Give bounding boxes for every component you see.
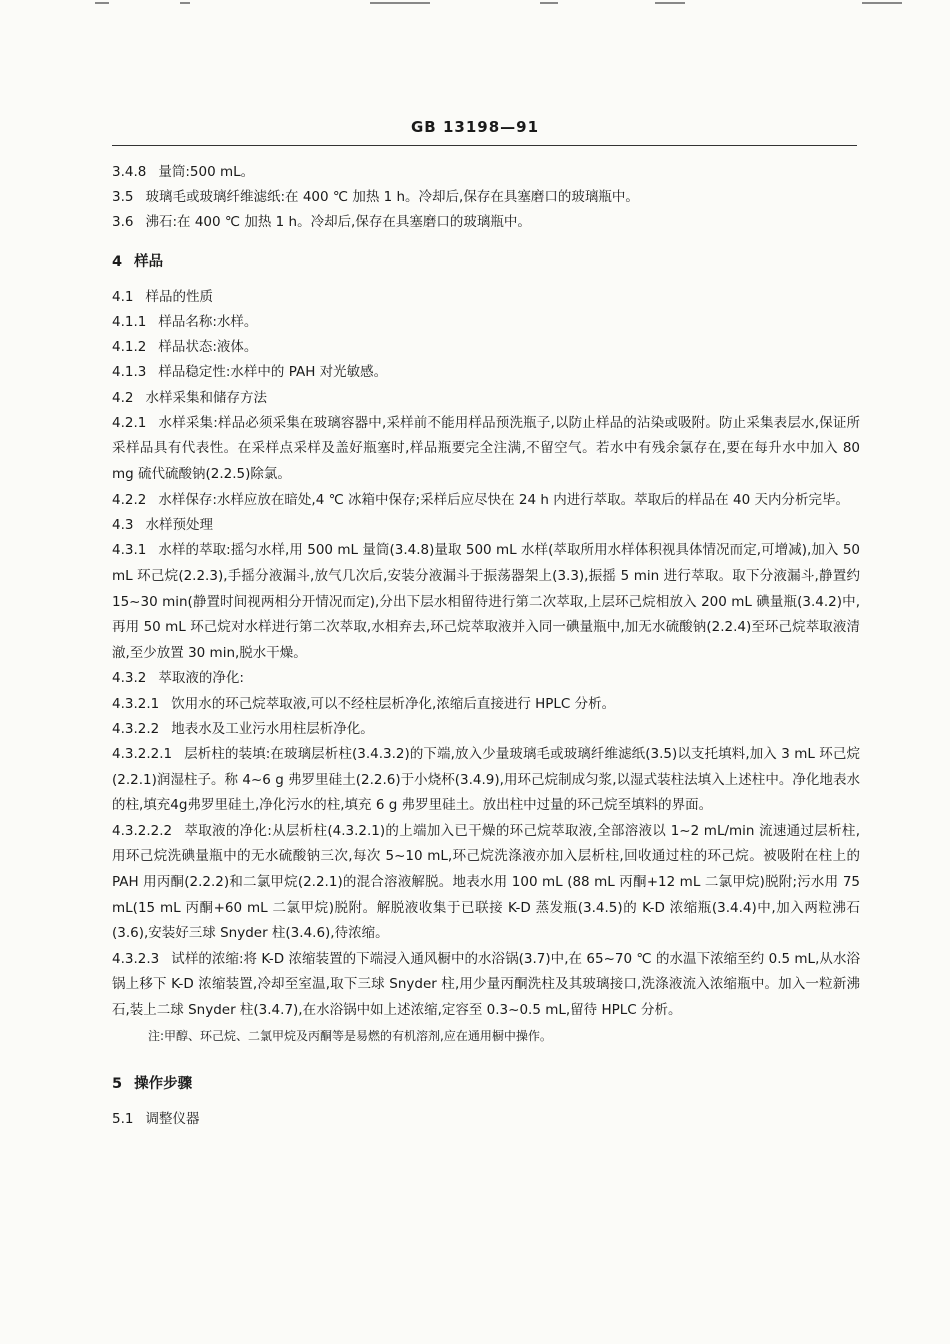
clause-number: 4.3.1 <box>112 542 147 559</box>
clause-number: 3.5 <box>112 189 134 206</box>
clause-paragraph <box>112 538 860 666</box>
clause-line <box>112 160 860 185</box>
clause-line <box>112 335 860 360</box>
clause-text: 调整仪器 <box>145 1110 200 1127</box>
clause-text: 饮用水的环己烷萃取液,可以不经柱层析净化,浓缩后直接进行 HPLC 分析。 <box>171 695 616 712</box>
clause-text: 注:甲醇、环己烷、二氯甲烷及丙酮等是易燃的有机溶剂,应在通用橱中操作。 <box>148 1028 552 1043</box>
clause-line <box>112 1107 860 1132</box>
clause-text: 操作步骤 <box>134 1075 193 1092</box>
clause-line <box>112 360 860 385</box>
clause-text: 量筒:500 mL。 <box>158 164 255 180</box>
clause-line <box>112 386 860 411</box>
clause-paragraph <box>112 742 860 819</box>
clause-number: 4.1.1 <box>112 314 147 331</box>
clause-text: 水样采集和储存方法 <box>145 389 267 406</box>
clause-line <box>112 513 860 538</box>
clause-line <box>112 692 860 717</box>
clause-number: 4.1.3 <box>112 364 147 381</box>
clause-number: 3.4.8 <box>112 164 147 180</box>
clause-text: 萃取液的净化:从层析柱(4.3.2.1)的上端加入已干燥的环己烷萃取液,全部溶液以 1~2 mL/min 流速通过层析柱,用环己烷洗碘量瓶中的无水硫酸钠三次,每次 5~10 mL,环己烷洗涤液亦加入层析柱,回收通过柱的环己烷。被吸附在柱上的 PAH 用丙酮(2.2.2)和二氯甲烷(2.2.1)的混合溶液解脱。地表水用 100 mL (88 mL 丙酮+12 mL 二氯甲烷)脱附;污水用 75 mL(15 mL 丙酮+60 mL 二氯甲烷)脱附。解脱液收集于已联接 K-D 蒸发瓶(3.4.5)的 K-D 浓缩瓶(3.4.4)中,加入两粒沸石(3.6),安装好三球 Snyder 柱(3.4.6),待浓缩。 <box>112 822 860 942</box>
clause-text: 水样采集:样品必须采集在玻璃容器中,采样前不能用样品预洗瓶子,以防止样品的沾染或吸附。防止采集表层水,保证所采样品具有代表性。在采样点采样及盖好瓶塞时,样品瓶要完全注满,不留空气。若水中有残余氯存在,要在每升水中加入 80 mg 硫代硫酸钠(2.2.5)除氯。 <box>112 414 860 483</box>
document-body <box>112 160 860 1132</box>
clause-text: 样品的性质 <box>145 288 213 305</box>
clause-line <box>112 210 860 235</box>
clause-number: 4.3.2.2.2 <box>112 822 173 839</box>
clause-text: 样品名称:水样。 <box>158 314 258 331</box>
clause-text: 沸石:在 400 ℃ 加热 1 h。冷却后,保存在具塞磨口的玻璃瓶中。 <box>145 214 531 231</box>
clause-paragraph <box>112 819 860 947</box>
note-text <box>112 1024 860 1048</box>
clause-paragraph <box>112 488 860 514</box>
clause-number: 4.3.2.2.1 <box>112 745 173 762</box>
clause-line <box>112 717 860 742</box>
clause-number: 4.2.2 <box>112 491 147 508</box>
clause-number: 5.1 <box>112 1110 134 1127</box>
clause-text: 水样保存:水样应放在暗处,4 ℃ 冰箱中保存;采样后应尽快在 24 h 内进行萃取。萃取后的样品在 40 天内分析完毕。 <box>158 491 849 508</box>
clause-text: 玻璃毛或玻璃纤维滤纸:在 400 ℃ 加热 1 h。冷却后,保存在具塞磨口的玻璃瓶中。 <box>145 189 639 206</box>
clause-number: 4.2 <box>112 389 134 406</box>
clause-paragraph <box>112 947 860 1024</box>
clause-number: 4.3.2.3 <box>112 950 160 967</box>
clause-number: 3.6 <box>112 214 134 231</box>
clause-text: 水样的萃取:摇匀水样,用 500 mL 量筒(3.4.8)量取 500 mL 水样(萃取所用水样体积视具体情况而定,可增减),加入 50 mL 环己烷(2.2.3),手摇分液漏斗,放气几次后,安装分液漏斗于振荡器架上(3.3),振摇 5 min 进行萃取。取下分液漏斗,静置约 15~30 min(静置时间视两相分开情况而定),分出下层水相留待进行第二次萃取,上层环己烷相放入 200 mL 碘量瓶(3.4.2)中,再用 50 mL 环己烷对水样进行第二次萃取,水相弃去,环己烷萃取液并入同一碘量瓶中,加无水硫酸钠(2.2.4)至环己烷萃取液清澈,至少放置 30 min,脱水干燥。 <box>112 542 860 661</box>
clause-text: 样品 <box>134 253 164 270</box>
clause-number: 4.3 <box>112 517 134 534</box>
clause-text: 水样预处理 <box>145 517 213 534</box>
clause-text: 萃取液的净化: <box>158 670 244 687</box>
clause-number: 4.2.1 <box>112 414 147 431</box>
clause-paragraph <box>112 411 860 488</box>
clause-text: 层析柱的装填:在玻璃层析柱(3.4.3.2)的下端,放入少量玻璃毛或玻璃纤维滤纸(3.5)以支托填料,加入 3 mL 环己烷(2.2.1)润湿柱子。称 4~6 g 弗罗里硅土(2.2.6)于小烧杯(3.4.9),用环己烷制成匀浆,以湿式装柱法填入上述柱中。净化地表水的柱,填充4g弗罗里硅土,净化污水的柱,填充 6 g 弗罗里硅土。放出柱中过量的环己烷至填料的界面。 <box>112 745 860 814</box>
section-heading <box>112 250 860 275</box>
header-rule <box>112 145 857 146</box>
clause-number: 4 <box>112 253 123 270</box>
clause-line <box>112 310 860 335</box>
clause-number: 4.3.2 <box>112 670 147 687</box>
clause-text: 样品状态:液体。 <box>158 339 258 356</box>
clause-line <box>112 185 860 210</box>
page-header: GB 13198—91 <box>410 118 540 136</box>
clause-text: 地表水及工业污水用柱层析净化。 <box>171 720 374 737</box>
clause-number: 4.1.2 <box>112 339 147 356</box>
section-heading <box>112 1072 860 1097</box>
clause-line <box>112 666 860 691</box>
clause-number: 5 <box>112 1075 123 1092</box>
clause-text: 样品稳定性:水样中的 PAH 对光敏感。 <box>158 364 388 381</box>
clause-number: 4.3.2.2 <box>112 720 160 737</box>
clause-number: 4.3.2.1 <box>112 695 160 712</box>
clause-text: 试样的浓缩:将 K-D 浓缩装置的下端浸入通风橱中的水浴锅(3.7)中,在 65~70 ℃ 的水温下浓缩至约 0.5 mL,从水浴锅上移下 K-D 浓缩装置,冷却至室温,取下三球 Snyder 柱,用少量丙酮洗柱及其玻璃接口,洗涤液流入浓缩瓶中。加入一粒新沸石,装上二球 Snyder 柱(3.4.7),在水浴锅中如上述浓缩,定容至 0.3~0.5 mL,留待 HPLC 分析。 <box>112 950 860 1018</box>
scan-marks <box>0 0 950 8</box>
clause-number: 4.1 <box>112 288 134 305</box>
clause-line <box>112 285 860 310</box>
